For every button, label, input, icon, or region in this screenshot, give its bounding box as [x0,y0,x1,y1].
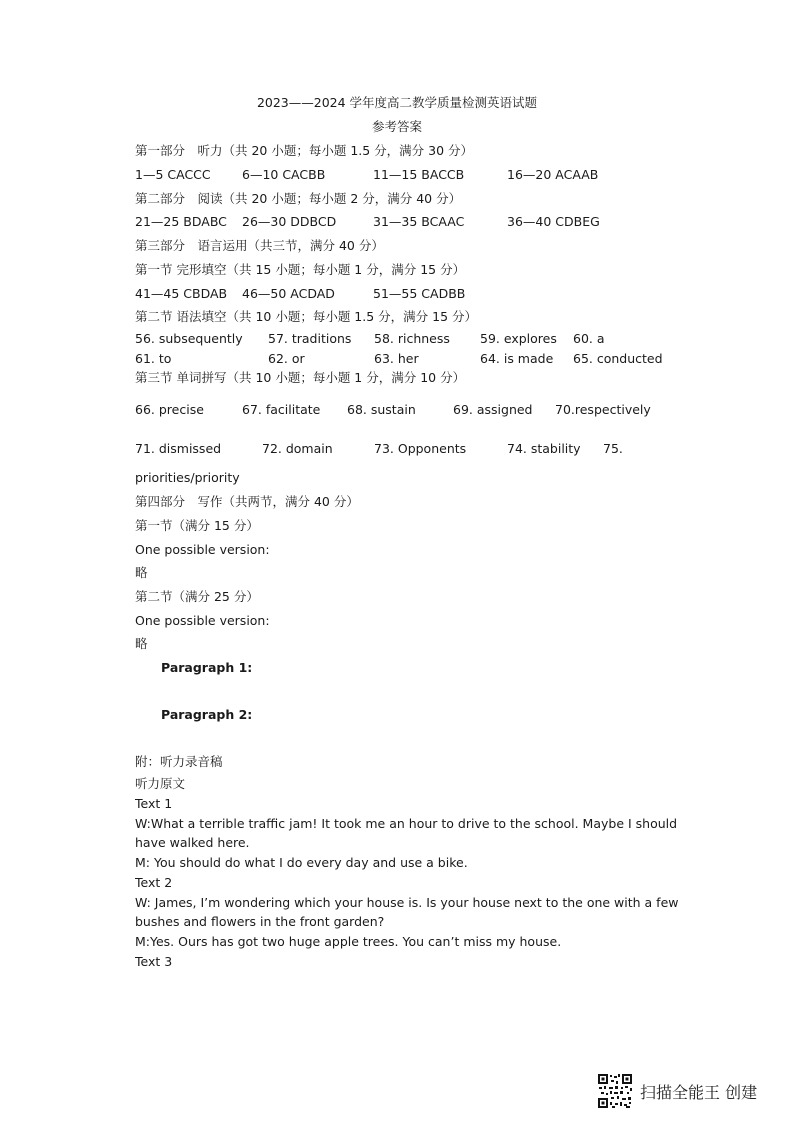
spelling-answer-69: 69. assigned [453,402,533,417]
part1-answer-2: 6—10 CACBB [242,167,326,182]
part3-s1-answer-2: 46—50 ACDAD [242,286,335,301]
grammar-answer-61: 61. to [135,351,172,366]
grammar-answer-62: 62. or [268,351,305,366]
part2-answer-4: 36—40 CDBEG [507,214,600,229]
appendix-subheading: 听力原文 [135,776,186,791]
spelling-answer-75-cont: priorities/priority [135,470,240,485]
grammar-answer-57: 57. traditions [268,331,352,346]
paragraph2-label: Paragraph 2: [161,707,253,722]
text2-w-line1: W: James, I’m wondering which your house is. Is your house next to the one with a few [135,895,679,910]
text1-w-line1: W:What a terrible traffic jam! It took me an hour to drive to the school. Maybe I should [135,816,678,831]
spelling-answer-70: 70.respectively [555,402,651,417]
part3-s1-answer-1: 41—45 CBDAB [135,286,228,301]
appendix-heading: 附：听力录音稿 [135,754,223,769]
document-subtitle: 参考答案 [371,119,422,134]
text2-w-line2: bushes and flowers in the front garden? [135,914,385,929]
grammar-answer-64: 64. is made [480,351,554,366]
grammar-answer-63: 63. her [374,351,419,366]
part2-heading: 第二部分 阅读（共 20 小题；每小题 2 分，满分 40 分） [135,191,462,206]
spelling-answer-73: 73. Opponents [374,441,467,456]
grammar-answer-60: 60. a [573,331,605,346]
spelling-answer-71: 71. dismissed [135,441,222,456]
grammar-answer-58: 58. richness [374,331,450,346]
spelling-answer-72: 72. domain [262,441,333,456]
part2-answer-3: 31—35 BCAAC [373,214,465,229]
part3-heading: 第三部分 语言运用（共三节，满分 40 分） [135,238,384,253]
part4-heading: 第四部分 写作（共两节，满分 40 分） [135,494,359,509]
part3-s1-answer-3: 51—55 CADBB [373,286,466,301]
part4-s2-content: 略 [135,636,148,651]
spelling-answer-67: 67. facilitate [242,402,321,417]
part3-section2-heading: 第二节 语法填空（共 10 小题；每小题 1.5 分，满分 15 分） [135,309,478,324]
part1-answer-3: 11—15 BACCB [373,167,465,182]
part2-answer-2: 26—30 DDBCD [242,214,337,229]
spelling-answer-68: 68. sustain [347,402,416,417]
part1-answer-4: 16—20 ACAAB [507,167,599,182]
part2-answer-1: 21—25 BDABC [135,214,227,229]
text1-m: M: You should do what I do every day and use a bike. [135,855,468,870]
scanner-brand-watermark: 扫描全能王 创建 [640,1083,758,1102]
text2-label: Text 2 [135,875,173,890]
text1-label: Text 1 [135,796,173,811]
text2-m: M:Yes. Ours has got two huge apple trees. You can’t miss my house. [135,934,562,949]
qr-code-icon [597,1073,633,1109]
grammar-answer-56: 56. subsequently [135,331,243,346]
part4-s2-version-label: One possible version: [135,613,270,628]
part4-section1-heading: 第一节（满分 15 分） [135,518,259,533]
grammar-answer-65: 65. conducted [573,351,663,366]
part1-heading: 第一部分 听力（共 20 小题；每小题 1.5 分，满分 30 分） [135,143,474,158]
part3-section3-heading: 第三节 单词拼写（共 10 小题；每小题 1 分，满分 10 分） [135,370,466,385]
part4-section2-heading: 第二节（满分 25 分） [135,589,259,604]
part3-section1-heading: 第一节 完形填空（共 15 小题；每小题 1 分，满分 15 分） [135,262,466,277]
grammar-answer-59: 59. explores [480,331,557,346]
text3-label: Text 3 [135,954,173,969]
text1-w-line2: have walked here. [135,835,250,850]
part4-s1-content: 略 [135,565,148,580]
spelling-answer-66: 66. precise [135,402,204,417]
paragraph1-label: Paragraph 1: [161,660,253,675]
part4-s1-version-label: One possible version: [135,542,270,557]
part1-answer-1: 1—5 CACCC [135,167,211,182]
document-title: 2023——2024 学年度高二教学质量检测英语试题 [256,95,538,110]
spelling-answer-75: 75. [603,441,623,456]
spelling-answer-74: 74. stability [507,441,581,456]
